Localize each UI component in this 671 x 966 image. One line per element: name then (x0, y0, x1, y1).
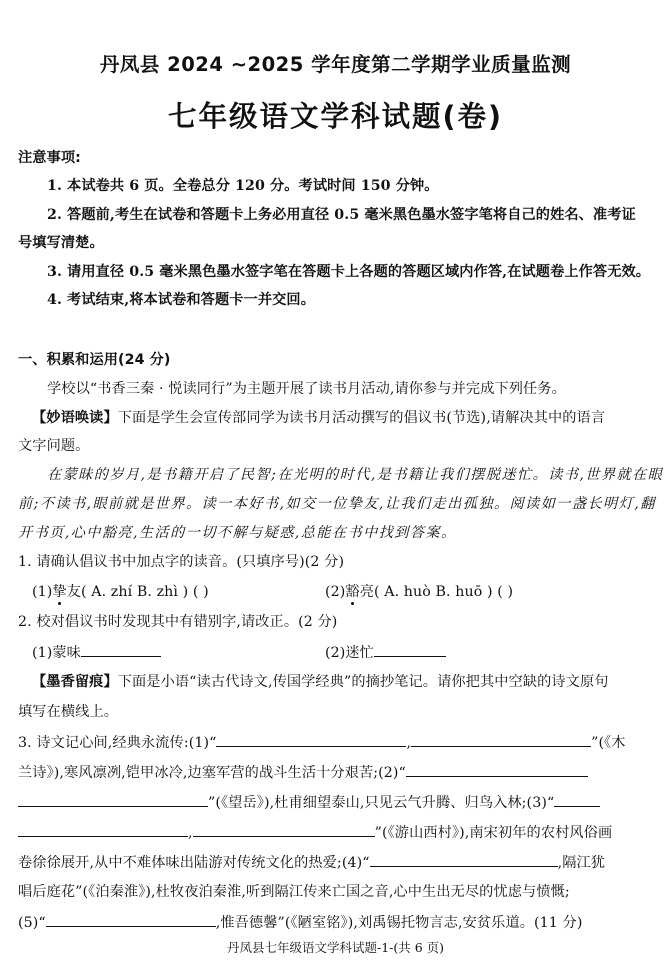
notice-item-3: 3. 请用直径 0.5 毫米黑色墨水签字笔在答题卡上各题的答题区域内作答,在试题卷上作答无效。 (47, 264, 651, 280)
q3-blank-2[interactable] (411, 732, 591, 747)
task2-text: 下面是小语“读古代诗文,传国学经典”的摘抄笔记。请你把其中空缺的诗文原句 (117, 674, 609, 690)
q3-blank-6[interactable] (18, 822, 188, 837)
q3-line-5 (18, 852, 605, 873)
notice-item-2: 2. 答题前,考生在试卷和答题卡上务必用直径 0.5 毫米黑色墨水签字笔将自己的姓名、准考证 (47, 207, 636, 223)
q3-l5-tail: ,隔江犹 (557, 855, 606, 871)
section-intro: 学校以“书香三秦 · 悦读同行”为主题开展了读书月活动,请你参与并完成下列任务。 (47, 381, 566, 397)
exam-title-main: 丹凤县 2024 ~2025 学年度第二学期学业质量监测 (99, 53, 572, 76)
q3-l4-text: ”(《游山西村》),南宋初年的农村风俗画 (374, 825, 613, 841)
q1-stem: 1. 请确认倡议书中加点字的读音。(只填序号)(2 分) (18, 554, 345, 570)
q2-a-blank[interactable] (81, 642, 161, 657)
notice-item-1: 1. 本试卷共 6 页。全卷总分 120 分。考试时间 150 分钟。 (47, 178, 439, 194)
q2-item-a (32, 642, 161, 663)
task1-tag: 【妙语唤读】 (32, 410, 118, 426)
q3-line-6: 唱后庭花”(《泊秦淮》),杜牧夜泊秦淮,听到隔江传来亡国之音,心中生出无尽的忧虑与愤慨; (18, 884, 570, 900)
q3-blank-3[interactable] (406, 762, 588, 777)
notice-heading: 注意事项: (18, 150, 81, 166)
q1-b-choices: 亮( A. huò B. huō ) ( ) (359, 584, 514, 600)
q1-option-b (325, 582, 513, 602)
task1-text: 下面是学生会宣传部同学为读书月活动撰写的倡议书(节选),请解决其中的语言 (117, 410, 606, 426)
q3-l3-text: ”(《望岳》),杜甫细望泰山,只见云气升腾、归鸟入林;(3)“ (208, 795, 555, 811)
q3-blank-7[interactable] (193, 822, 375, 837)
q3-line-7 (18, 912, 582, 933)
passage-line-2: 前;不读书,眼前就是世界。读一本好书,如交一位挚友,让我们走出孤独。阅读如一盏长明灯,翻 (18, 496, 656, 512)
q1-option-a (32, 582, 209, 602)
q3-blank-8[interactable] (370, 852, 558, 867)
page-footer: 丹凤县七年级语文学科试题-1-(共 6 页) (226, 940, 445, 955)
q3-l7-text: ,惟吾德馨”(《陋室铭》),刘禹锡托物言志,安贫乐道。(11 分) (215, 915, 583, 931)
q3-l1-comma: , (406, 735, 412, 751)
q2-stem: 2. 校对倡议书时发现其中有错别字,请改正。(2 分) (18, 614, 338, 630)
q3-l5-text: 卷徐徐展开,从中不难体味出陆游对传统文化的热爱;(4)“ (18, 855, 370, 871)
q3-line-2 (18, 762, 588, 783)
task1-line-2: 文字问题。 (18, 438, 90, 454)
task1-line-1 (32, 408, 605, 428)
task2-line-1 (32, 672, 609, 692)
q1-b-num: (2) (325, 584, 346, 600)
notice-item-4: 4. 考试结束,将本试卷和答题卡一并交回。 (47, 292, 315, 308)
section-heading: 一、积累和运用(24 分) (18, 352, 171, 368)
q3-line-4 (18, 822, 612, 843)
q1-a-dotted-char: 挚 (52, 584, 67, 600)
q3-blank-9[interactable] (46, 912, 216, 927)
passage-line-3: 开书页,心中豁亮,生活的一切不解与疑惑,总能在书中找到答案。 (18, 525, 457, 541)
q1-a-choices: 友( A. zhí B. zhì ) ( ) (66, 584, 209, 600)
task2-tag: 【墨香留痕】 (32, 674, 118, 690)
q3-l1-source: ”(《木 (591, 735, 626, 751)
q3-l7-num: (5)“ (18, 915, 46, 931)
passage-line-1: 在蒙昧的岁月,是书籍开启了民智;在光明的时代,是书籍让我们摆脱迷忙。读书,世界就在眼 (47, 467, 664, 483)
task2-line-2: 填写在横线上。 (18, 704, 119, 720)
q2-item-b (325, 642, 446, 663)
exam-title-sub: 七年级语文学科试题(卷) (167, 100, 504, 133)
q3-blank-1[interactable] (216, 732, 406, 747)
q3-line-3 (18, 792, 600, 813)
q3-line-1 (18, 732, 626, 753)
q2-b-blank[interactable] (374, 642, 446, 657)
q3-blank-5[interactable] (554, 792, 600, 807)
q3-blank-4[interactable] (18, 792, 208, 807)
q3-l4-comma: , (188, 825, 193, 841)
q1-a-num: (1) (32, 584, 53, 600)
q1-b-dotted-char: 豁 (345, 584, 360, 600)
q2-a-label: (1)蒙味 (32, 645, 81, 661)
notice-item-2-cont: 号填写清楚。 (18, 235, 104, 251)
q2-b-label: (2)迷忙 (325, 645, 374, 661)
q3-l2-text: 兰诗》),寒风凛冽,铠甲冰冷,边塞军营的战斗生活十分艰苦;(2)“ (18, 765, 406, 781)
q3-l1-text: 3. 诗文记心间,经典永流传:(1)“ (18, 735, 217, 751)
